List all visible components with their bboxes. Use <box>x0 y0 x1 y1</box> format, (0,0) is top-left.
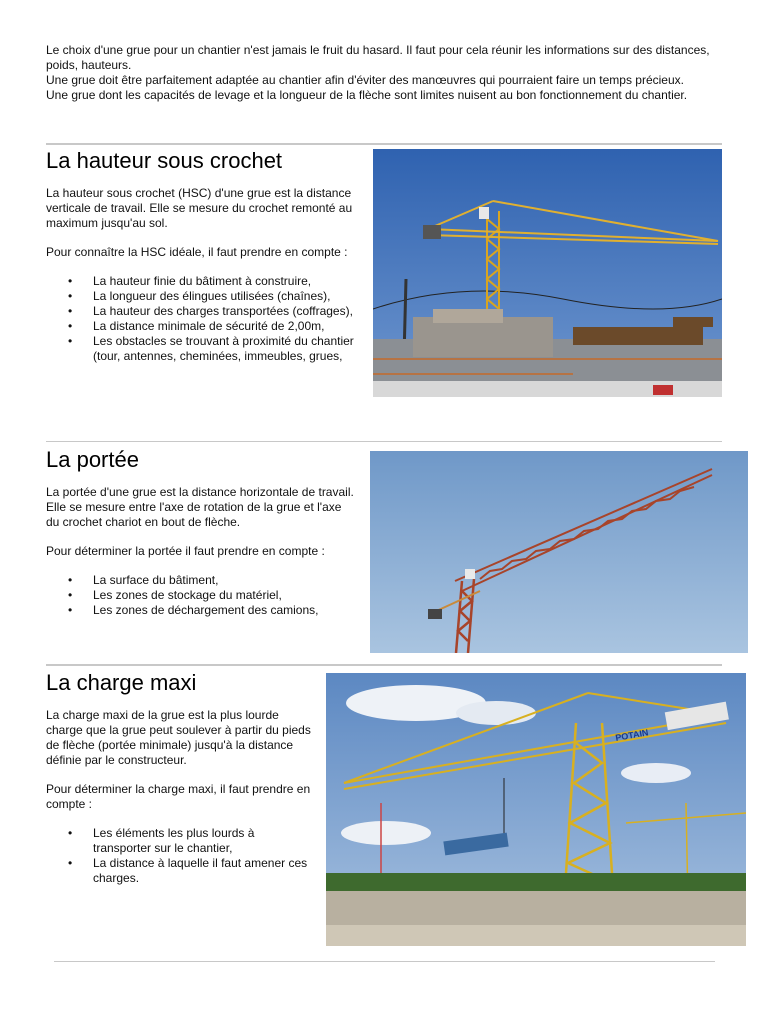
list-item: • La distance à laquelle il faut amener ces charges. <box>46 856 314 886</box>
list-item: • La longueur des élingues utilisées (chaînes), <box>46 289 366 304</box>
photo-crane-jib <box>370 451 748 653</box>
bullet-list <box>46 826 314 886</box>
crane-brand-label: POTAIN <box>614 727 650 743</box>
intro-line-3: Une grue dont les capacités de levage et la longueur de la flèche sont limites nuisent au bon fonctionnement du chantier. <box>46 88 688 102</box>
section-title: La portée <box>46 447 139 472</box>
list-item: • La hauteur finie du bâtiment à construire, <box>46 274 366 289</box>
intro-line-2: Une grue doit être parfaitement adaptée au chantier afin d'éviter des manœuvres qui pourraient faire un temps précieux. <box>46 73 684 87</box>
section-paragraph: Pour connaître la HSC idéale, il faut prendre en compte : <box>46 245 348 259</box>
list-item: • Les zones de stockage du matériel, <box>46 588 356 603</box>
list-item: • Les zones de déchargement des camions, <box>46 603 356 618</box>
bullet-list <box>46 274 366 364</box>
section-paragraph: Pour déterminer la charge maxi, il faut prendre en compte : <box>46 782 311 811</box>
section-paragraph: Pour déterminer la portée il faut prendre en compte : <box>46 544 325 558</box>
list-item: • La distance minimale de sécurité de 2,00m, <box>46 319 366 334</box>
section-charge <box>46 670 314 886</box>
section-paragraph: La charge maxi de la grue est la plus lourde charge que la grue peut soulever à partir du pieds de flèche (portée minimale) jusqu'à la distance définie par le constructeur. <box>46 708 311 767</box>
list-item: • Les obstacles se trouvant à proximité du chantier (tour, antennes, cheminées, immeubles, grues, <box>46 334 366 364</box>
intro <box>46 43 726 103</box>
photo-crane-building <box>373 149 722 397</box>
bullet-list <box>46 573 356 618</box>
section-paragraph: La portée d'une grue est la distance horizontale de travail. Elle se mesure entre l'axe de rotation de la grue et l'axe du crochet chariot en bout de flèche. <box>46 485 354 529</box>
divider <box>54 961 715 962</box>
divider <box>46 143 722 145</box>
list-item: • La surface du bâtiment, <box>46 573 356 588</box>
intro-line-1: Le choix d'une grue pour un chantier n'est jamais le fruit du hasard. Il faut pour cela réunir les informations sur des distances, poids, hauteurs. <box>46 43 710 72</box>
section-portee <box>46 447 356 618</box>
section-title: La hauteur sous crochet <box>46 148 283 173</box>
divider <box>46 441 722 442</box>
section-hauteur <box>46 148 366 364</box>
list-item: • Les éléments les plus lourds à transporter sur le chantier, <box>46 826 314 856</box>
section-paragraph: La hauteur sous crochet (HSC) d'une grue est la distance verticale de travail. Elle se mesure du crochet remonté au maximum jusqu'au sol. <box>46 186 353 230</box>
photo-potain-crane <box>326 673 746 946</box>
divider <box>46 664 722 666</box>
list-item: • La hauteur des charges transportées (coffrages), <box>46 304 366 319</box>
section-title: La charge maxi <box>46 670 197 695</box>
